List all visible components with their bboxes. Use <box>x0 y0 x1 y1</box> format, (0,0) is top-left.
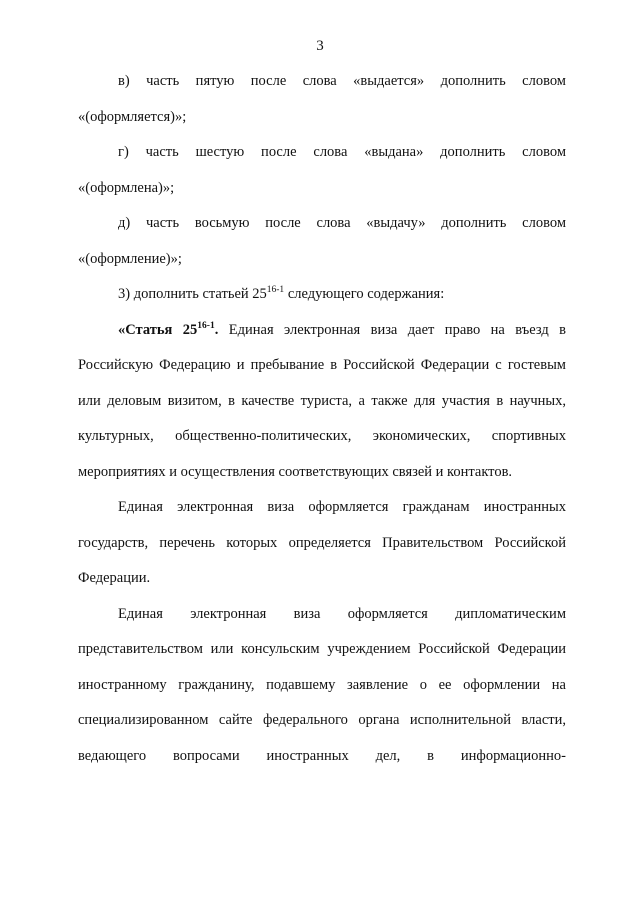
article-title-sup: 16-1 <box>197 320 215 331</box>
item-v-tail: «(оформляется)»; <box>78 108 187 125</box>
page-number: 3 <box>316 38 324 54</box>
item-3-text: 3) дополнить статьей 25 <box>118 286 267 302</box>
item-3 <box>78 277 566 313</box>
paragraph-2: Единая электронная виза оформляется гражданам иностранных государств, перечень которых определяется Правительством Российской Федерации. <box>78 499 566 586</box>
article-title: «Статья 25$^{16-1}$. <box>118 320 219 338</box>
paragraph-3: Единая электронная виза оформляется дипломатическим представительством или консульским учреждением Российской Федерации иностранному гражданину, подавшему заявление о ее оформлении на специализированном сайте федерального органа исполнительной власти, ведающего вопросами иностранных дел, в информационно- <box>78 605 566 764</box>
item-g-line: г) часть шестую после слова «выдана» дополнить словом <box>118 144 566 160</box>
document-body <box>78 64 566 774</box>
item-3-rest: следующего содержания: <box>284 286 445 302</box>
item-v-line: в) часть пятую после слова «выдается» дополнить словом <box>118 73 566 89</box>
item-3-sup: 16-1 <box>266 285 285 295</box>
item-d-tail: «(оформление)»; <box>78 250 182 267</box>
item-d-line: д) часть восьмую после слова «выдачу» дополнить словом <box>118 215 566 231</box>
article-text: Единая электронная виза дает право на въезд в Российскую Федерацию и пребывание в Российской Федерации с гостевым или деловым визитом, в качестве туриста, а также для участия в научных, культурных, общественно-политических, экономических, спортивных мероприятиях и осуществления соответствующих связей и контактов. <box>78 321 567 480</box>
article-paragraph <box>78 313 566 491</box>
item-g-tail: «(оформлена)»; <box>78 179 175 196</box>
